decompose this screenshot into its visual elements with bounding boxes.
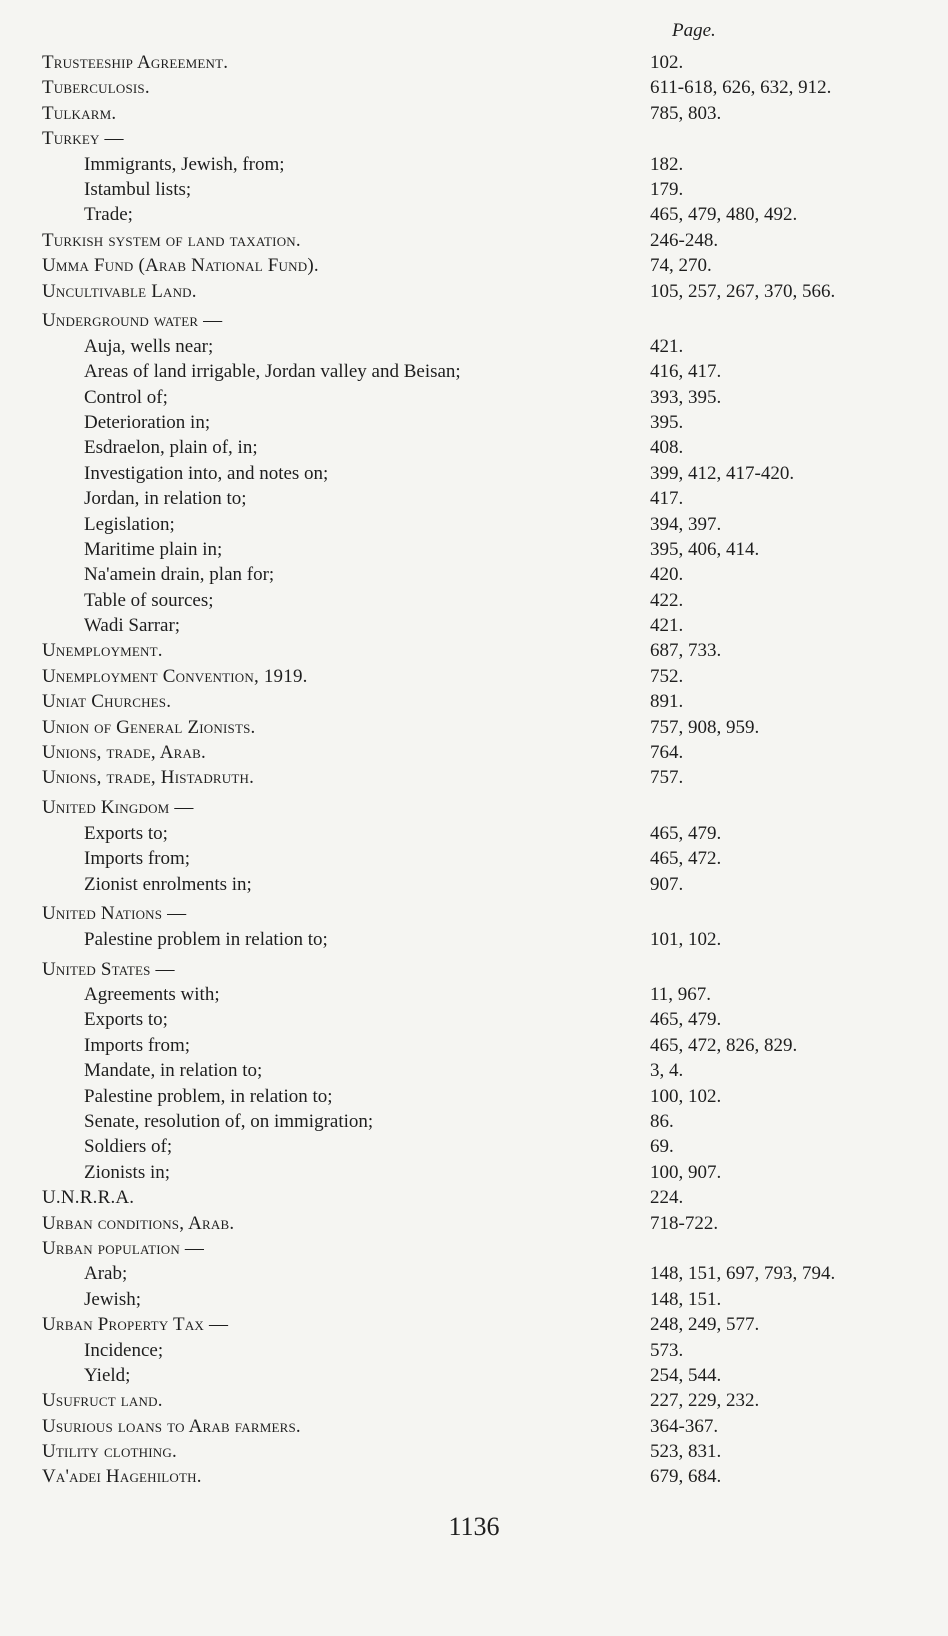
entry-page-references: 408. (650, 437, 684, 459)
index-subentry (0, 821, 948, 846)
index-subentry (0, 177, 948, 202)
entry-page-references: 102. (650, 52, 684, 73)
index-entry (0, 308, 948, 333)
entry-label: Palestine problem in relation to; (84, 928, 328, 950)
entry-label: Control of; (84, 386, 168, 408)
entry-page-references: 148, 151, 697, 793, 794. (650, 1263, 836, 1285)
entry-label: Immigrants, Jewish, from; (84, 153, 285, 175)
entry-label: Utility clothing. (42, 1441, 177, 1463)
entry-label: Usurious loans to Arab farmers. (42, 1415, 301, 1437)
index-subentry (0, 152, 948, 177)
entry-label: Urban conditions, Arab. (42, 1212, 235, 1234)
entry-label: Trusteeship Agreement. (42, 52, 229, 73)
index-subentry (0, 613, 948, 638)
index-subentry (0, 588, 948, 613)
entry-page-references: 393, 395. (650, 386, 722, 408)
entry-label: Urban Property Tax — (42, 1314, 229, 1336)
entry-page-references: 3, 4. (650, 1060, 684, 1082)
entry-page-references: 764. (650, 742, 684, 764)
index-subentry (0, 1084, 948, 1109)
entry-page-references: 101, 102. (650, 928, 722, 950)
entry-page-references: 752. (650, 665, 684, 687)
entry-page-references: 465, 479. (650, 822, 722, 844)
entry-page-references: 11, 967. (650, 984, 712, 1006)
index-subentry (0, 1338, 948, 1363)
entry-page-references: 399, 412, 417-420. (650, 462, 795, 484)
entry-label: Mandate, in relation to; (84, 1060, 263, 1082)
index-entry (0, 101, 948, 126)
entry-label: Unemployment Convention, 1919. (42, 665, 308, 687)
entry-page-references: 100, 907. (650, 1161, 722, 1183)
index-entry (0, 228, 948, 253)
entry-label: Yield; (84, 1364, 131, 1386)
entry-page-references: 74, 270. (650, 255, 712, 277)
entry-label: Agreements with; (84, 984, 220, 1006)
entry-page-references: 148, 151. (650, 1288, 722, 1310)
entry-page-references: 395, 406, 414. (650, 538, 760, 560)
entry-page-references: 394, 397. (650, 513, 722, 535)
index-subentry (0, 1160, 948, 1185)
index-entry (0, 1185, 948, 1210)
entry-page-references: 179. (650, 178, 684, 200)
entry-page-references: 757. (650, 767, 684, 789)
entry-label: United Kingdom — (42, 797, 194, 819)
index-entry (0, 1236, 948, 1261)
entry-label: Senate, resolution of, on immigration; (84, 1111, 374, 1133)
entry-label: Istambul lists; (84, 178, 192, 200)
entry-page-references: 254, 544. (650, 1364, 722, 1386)
index-subentry (0, 982, 948, 1007)
index-entry (0, 715, 948, 740)
index-entries (0, 50, 948, 1490)
entry-page-references: 891. (650, 691, 684, 713)
entry-page-references: 69. (650, 1136, 674, 1158)
entry-label: Union of General Zionists. (42, 716, 256, 738)
entry-label: Exports to; (84, 822, 168, 844)
entry-label: Na'amein drain, plan for; (84, 564, 275, 586)
index-subentry (0, 435, 948, 460)
index-entry (0, 901, 948, 926)
entry-page-references: 420. (650, 564, 684, 586)
page-column-heading: Page. (672, 20, 716, 41)
index-entry (0, 1312, 948, 1337)
entry-label: Trade; (84, 204, 133, 226)
entry-label: Deterioration in; (84, 411, 211, 433)
index-entry (0, 126, 948, 151)
entry-page-references: 395. (650, 411, 684, 433)
entry-label: Table of sources; (84, 589, 214, 611)
index-entry (0, 765, 948, 790)
entry-label: Tuberculosis. (42, 77, 150, 99)
entry-page-references: 679, 684. (650, 1466, 722, 1488)
page-number: 1136 (448, 1512, 500, 1541)
entry-label: United Nations — (42, 903, 187, 925)
entry-page-references: 416, 417. (650, 361, 722, 383)
entry-label: Areas of land irrigable, Jordan valley and Beisan; (84, 361, 461, 383)
entry-page-references: 105, 257, 267, 370, 566. (650, 280, 836, 302)
index-subentry (0, 512, 948, 537)
index-subentry (0, 1134, 948, 1159)
entry-label: Palestine problem, in relation to; (84, 1085, 333, 1107)
index-entry (0, 689, 948, 714)
index-subentry (0, 385, 948, 410)
entry-label: Umma Fund (Arab National Fund). (42, 255, 319, 277)
index-entry (0, 795, 948, 820)
index-subentry (0, 334, 948, 359)
entry-label: Jewish; (84, 1288, 141, 1310)
index-entry (0, 50, 948, 75)
entry-label: Imports from; (84, 1034, 191, 1056)
entry-page-references: 182. (650, 153, 684, 175)
entry-label: Turkey — (42, 128, 124, 150)
entry-page-references: 757, 908, 959. (650, 716, 760, 738)
entry-label: Esdraelon, plain of, in; (84, 437, 258, 459)
entry-page-references: 417. (650, 488, 684, 510)
entry-label: Maritime plain in; (84, 538, 223, 560)
index-entry (0, 638, 948, 663)
entry-page-references: 573. (650, 1339, 684, 1361)
entry-label: Unemployment. (42, 640, 163, 662)
index-subentry (0, 410, 948, 435)
entry-page-references: 465, 472, 826, 829. (650, 1034, 798, 1056)
entry-page-references: 687, 733. (650, 640, 722, 662)
entry-page-references: 364-367. (650, 1415, 719, 1437)
entry-label: Usufruct land. (42, 1390, 163, 1412)
index-entry (0, 740, 948, 765)
index-entry (0, 1414, 948, 1439)
entry-label: United States — (42, 958, 175, 980)
entry-label: Incidence; (84, 1339, 164, 1361)
entry-page-references: 86. (650, 1111, 674, 1133)
entry-label: Auja, wells near; (84, 335, 214, 357)
entry-page-references: 465, 479. (650, 1009, 722, 1031)
index-subentry (0, 202, 948, 227)
entry-page-references: 907. (650, 873, 684, 895)
entry-page-references: 227, 229, 232. (650, 1390, 760, 1412)
entry-page-references: 523, 831. (650, 1441, 722, 1463)
index-entry (0, 1388, 948, 1413)
entry-label: Unions, trade, Arab. (42, 742, 206, 764)
entry-label: U.N.R.R.A. (42, 1187, 135, 1209)
entry-label: Uncultivable Land. (42, 280, 197, 302)
index-subentry (0, 1033, 948, 1058)
index-subentry (0, 1363, 948, 1388)
entry-label: Exports to; (84, 1009, 168, 1031)
entry-label: Wadi Sarrar; (84, 615, 181, 637)
entry-label: Turkish system of land taxation. (42, 229, 301, 251)
index-subentry (0, 1261, 948, 1286)
entry-page-references: 465, 472. (650, 848, 722, 870)
entry-label: Urban population — (42, 1237, 205, 1259)
index-subentry (0, 846, 948, 871)
index-entry (0, 279, 948, 304)
index-subentry (0, 562, 948, 587)
index-subentry (0, 1109, 948, 1134)
entry-label: Va'adei Hagehiloth. (42, 1466, 202, 1488)
index-entry (0, 1211, 948, 1236)
entry-page-references: 248, 249, 577. (650, 1314, 760, 1336)
entry-page-references: 611-618, 626, 632, 912. (650, 77, 832, 99)
index-entry (0, 1439, 948, 1464)
entry-page-references: 422. (650, 589, 684, 611)
entry-label: Zionist enrolments in; (84, 873, 252, 895)
entry-page-references: 421. (650, 335, 684, 357)
entry-label: Jordan, in relation to; (84, 488, 247, 510)
entry-label: Unions, trade, Histadruth. (42, 767, 255, 789)
entry-label: Investigation into, and notes on; (84, 462, 329, 484)
index-subentry (0, 537, 948, 562)
index-subentry (0, 1287, 948, 1312)
entry-label: Legislation; (84, 513, 175, 535)
entry-label: Uniat Churches. (42, 691, 172, 713)
entry-page-references: 100, 102. (650, 1085, 722, 1107)
index-subentry (0, 1058, 948, 1083)
entry-page-references: 465, 479, 480, 492. (650, 204, 798, 226)
entry-label: Tulkarm. (42, 102, 117, 124)
index-subentry (0, 359, 948, 384)
entry-label: Underground water — (42, 310, 223, 332)
index-entry (0, 664, 948, 689)
entry-page-references: 785, 803. (650, 102, 722, 124)
index-entry (0, 253, 948, 278)
entry-label: Arab; (84, 1263, 128, 1285)
index-entry (0, 75, 948, 100)
entry-page-references: 421. (650, 615, 684, 637)
index-subentry (0, 927, 948, 952)
index-entry (0, 957, 948, 982)
index-subentry (0, 486, 948, 511)
entry-page-references: 224. (650, 1187, 684, 1209)
entry-page-references: 718-722. (650, 1212, 719, 1234)
entry-page-references: 246-248. (650, 229, 719, 251)
index-entry (0, 1464, 948, 1489)
index-subentry (0, 872, 948, 897)
entry-label: Zionists in; (84, 1161, 171, 1183)
entry-label: Imports from; (84, 848, 191, 870)
index-subentry (0, 1007, 948, 1032)
entry-label: Soldiers of; (84, 1136, 173, 1158)
index-subentry (0, 461, 948, 486)
